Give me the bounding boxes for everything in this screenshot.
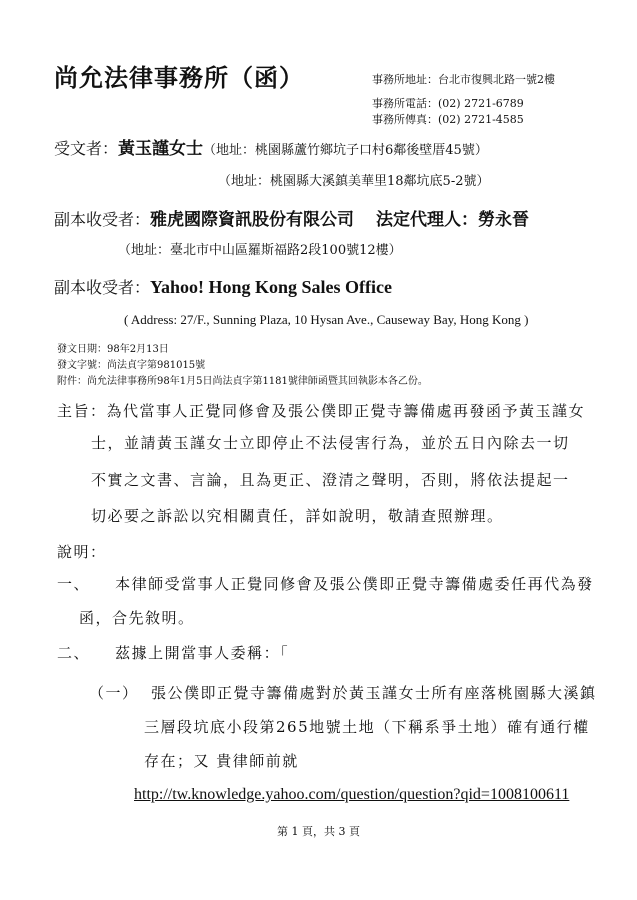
explanation-sub-item-1-cont: 三層段坑底小段第265地號土地（下稱系爭土地）確有通行權 <box>144 718 590 736</box>
attachment-note: 附件：尚允法律事務所98年1月5日尚法貞字第1181號律師函暨其回執影本各乙份。 <box>57 376 428 387</box>
letter-title: 尚允法律事務所（函） <box>54 63 304 92</box>
subject-line-2: 士，並請黃玉謹女士立即停止不法侵害行為，並於五日內除去一切 <box>91 434 570 452</box>
recipient-line <box>54 134 488 159</box>
cc1-representative: 法定代理人：勞永晉 <box>376 210 530 230</box>
explanation-heading: 說明： <box>57 543 107 561</box>
recipient-label: 受文者： <box>54 139 119 158</box>
recipient-name: 黃玉謹女士 <box>118 139 204 159</box>
page-footer: 第 1 頁，共 3 頁 <box>277 825 360 838</box>
cc1-company: 雅虎國際資訊股份有限公司 <box>150 210 355 230</box>
subject-line-1: 主旨：為代當事人正覺同修會及張公僕即正覺寺籌備處再發函予黃玉謹女 <box>57 402 586 420</box>
office-address: 事務所地址：台北市復興北路一號2樓 <box>372 73 555 86</box>
explanation-sub-item-1-cont-2: 存在；又 貴律師前就 <box>144 752 299 770</box>
explanation-item-2: 二、 茲據上開當事人委稱：「 <box>57 644 290 662</box>
cc1-line <box>54 205 529 230</box>
issue-date: 發文日期：98年2月13日 <box>57 344 169 355</box>
cc1-address: （地址：臺北市中山區羅斯福路2段100號12樓） <box>118 243 402 258</box>
explanation-item-1-cont: 函，合先敘明。 <box>79 609 195 627</box>
cc1-label: 副本收受者： <box>54 210 151 229</box>
issue-number: 發文字號：尚法貞字第981015號 <box>57 360 206 371</box>
office-fax: 事務所傳真：(02) 2721-4585 <box>372 113 524 126</box>
cc2-label: 副本收受者： <box>54 278 151 297</box>
office-phone: 事務所電話：(02) 2721-6789 <box>372 97 524 110</box>
cc2-line <box>54 275 392 298</box>
cc2-address: ( Address: 27/F., Sunning Plaza, 10 Hysan Ave., Causeway Bay, Hong Kong ) <box>124 312 529 327</box>
cc2-company: Yahoo! Hong Kong Sales Office <box>150 277 393 297</box>
recipient-address-1: （地址：桃園縣蘆竹鄉坑子口村6鄰後壁厝45號） <box>203 143 488 158</box>
subject-line-4: 切必要之訴訟以究相關責任，詳如說明，敬請查照辦理。 <box>91 507 504 525</box>
question-link[interactable]: http://tw.knowledge.yahoo.com/question/question?qid=1008100611 <box>134 786 570 803</box>
subject-line-3: 不實之文書、言論，且為更正、澄清之聲明，否則，將依法提起一 <box>91 471 570 489</box>
explanation-sub-item-1: （一） 張公僕即正覺寺籌備處對於黃玉謹女士所有座落桃園縣大溪鎮 <box>89 684 597 702</box>
explanation-item-1: 一、 本律師受當事人正覺同修會及張公僕即正覺寺籌備處委任再代為發 <box>57 575 594 593</box>
recipient-address-2: （地址：桃園縣大溪鎮美華里18鄰坑底5-2號） <box>218 174 490 189</box>
